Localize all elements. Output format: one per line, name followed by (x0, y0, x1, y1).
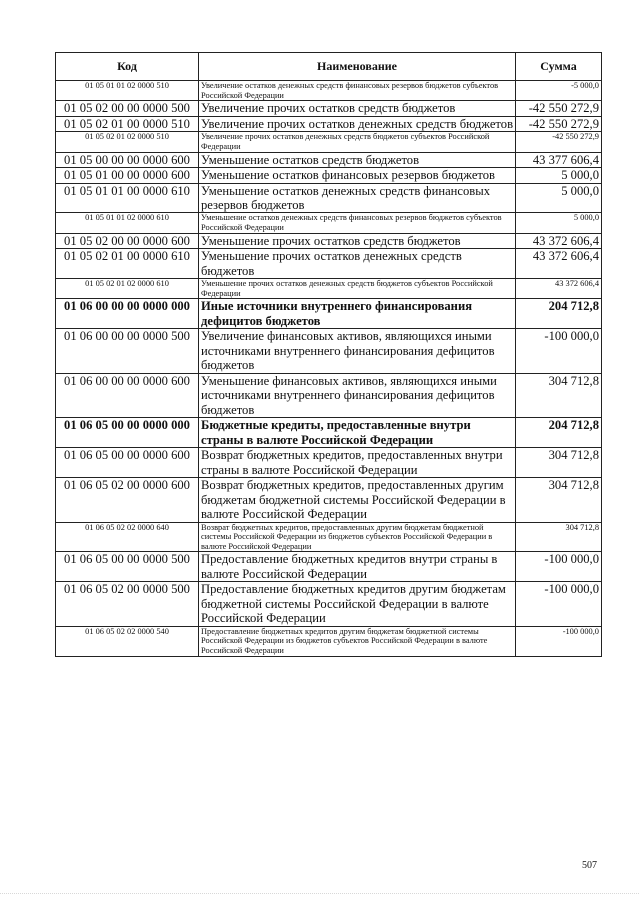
sum-cell: -5 000,0 (516, 81, 602, 101)
sum-cell: 43 372 606,4 (516, 279, 602, 299)
sum-cell: 5 000,0 (516, 168, 602, 183)
sum-cell: 43 377 606,4 (516, 152, 602, 167)
code-cell: 01 06 05 00 00 0000 500 (56, 552, 199, 582)
name-cell: Бюджетные кредиты, предоставленные внутри страны в валюте Российской Федерации (199, 418, 516, 448)
table-row (56, 183, 602, 213)
table-row (56, 329, 602, 373)
sum-cell: -100 000,0 (516, 626, 602, 656)
table-row (56, 279, 602, 299)
name-cell: Увеличение прочих остатков средств бюджетов (199, 101, 516, 116)
name-cell: Уменьшение прочих остатков денежных средств бюджетов субъектов Российской Федерации (199, 279, 516, 299)
table-row (56, 132, 602, 152)
table-row (56, 522, 602, 552)
sum-cell: 304 712,8 (516, 478, 602, 522)
code-cell: 01 05 01 00 00 0000 600 (56, 168, 199, 183)
name-cell: Предоставление бюджетных кредитов другим бюджетам бюджетной системы Российской Федерации в валюте Российской Федерации (199, 582, 516, 626)
scan-edge-divider (0, 893, 639, 894)
sum-cell: -100 000,0 (516, 329, 602, 373)
name-cell: Увеличение финансовых активов, являющихся иными источниками внутреннего финансирования дефицитов бюджетов (199, 329, 516, 373)
sum-cell: 204 712,8 (516, 299, 602, 329)
code-cell: 01 06 05 00 00 0000 600 (56, 448, 199, 478)
sum-cell: 5 000,0 (516, 183, 602, 213)
table-row (56, 233, 602, 248)
table-row (56, 373, 602, 417)
sum-cell: 304 712,8 (516, 373, 602, 417)
table-body (56, 81, 602, 657)
name-cell: Уменьшение остатков финансовых резервов бюджетов (199, 168, 516, 183)
code-cell: 01 05 02 01 00 0000 610 (56, 249, 199, 279)
sum-cell: -42 550 272,9 (516, 101, 602, 116)
page-number: 507 (582, 860, 597, 871)
name-cell: Предоставление бюджетных кредитов другим бюджетам бюджетной системы Российской Федерации из бюджетов субъектов Российской Федерации в валюте Российской Федерации (199, 626, 516, 656)
budget-sources-table (55, 52, 602, 657)
table-row (56, 101, 602, 116)
name-cell: Уменьшение прочих остатков денежных средств бюджетов (199, 249, 516, 279)
sum-cell: 5 000,0 (516, 213, 602, 233)
code-cell: 01 05 02 00 00 0000 600 (56, 233, 199, 248)
table-row (56, 582, 602, 626)
code-cell: 01 05 02 00 00 0000 500 (56, 101, 199, 116)
name-cell: Увеличение прочих остатков денежных средств бюджетов субъектов Российской Федерации (199, 132, 516, 152)
name-cell: Уменьшение остатков средств бюджетов (199, 152, 516, 167)
code-cell: 01 06 05 02 02 0000 640 (56, 522, 199, 552)
code-cell: 01 06 00 00 00 0000 600 (56, 373, 199, 417)
code-cell: 01 06 05 02 02 0000 540 (56, 626, 199, 656)
table-row (56, 418, 602, 448)
code-cell: 01 06 05 00 00 0000 000 (56, 418, 199, 448)
code-cell: 01 06 05 02 00 0000 600 (56, 478, 199, 522)
table-row (56, 168, 602, 183)
code-cell: 01 06 00 00 00 0000 500 (56, 329, 199, 373)
table-row (56, 152, 602, 167)
table-row (56, 299, 602, 329)
table-row (56, 116, 602, 131)
name-cell: Увеличение остатков денежных средств финансовых резервов бюджетов субъектов Российской Федерации (199, 81, 516, 101)
table-row (56, 478, 602, 522)
header-sum: Сумма (516, 53, 602, 81)
code-cell: 01 05 01 01 02 0000 510 (56, 81, 199, 101)
table-row (56, 448, 602, 478)
sum-cell: 304 712,8 (516, 448, 602, 478)
code-cell: 01 05 02 01 00 0000 510 (56, 116, 199, 131)
sum-cell: -100 000,0 (516, 552, 602, 582)
table-row (56, 626, 602, 656)
name-cell: Уменьшение финансовых активов, являющихся иными источниками внутреннего финансирования дефицитов бюджетов (199, 373, 516, 417)
header-name: Наименование (199, 53, 516, 81)
code-cell: 01 05 01 01 02 0000 610 (56, 213, 199, 233)
table-row (56, 249, 602, 279)
table-row (56, 552, 602, 582)
code-cell: 01 06 00 00 00 0000 000 (56, 299, 199, 329)
table-row (56, 81, 602, 101)
code-cell: 01 05 01 01 00 0000 610 (56, 183, 199, 213)
table-row (56, 213, 602, 233)
name-cell: Возврат бюджетных кредитов, предоставленных другим бюджетам бюджетной системы Российской Федерации в валюте Российской Федерации (199, 478, 516, 522)
name-cell: Возврат бюджетных кредитов, предоставленных другим бюджетам бюджетной системы Российской Федерации из бюджетов субъектов Российской Федерации в валюте Российской Федерации (199, 522, 516, 552)
header-code: Код (56, 53, 199, 81)
name-cell: Уменьшение остатков денежных средств финансовых резервов бюджетов субъектов Российской Федерации (199, 213, 516, 233)
code-cell: 01 05 02 01 02 0000 510 (56, 132, 199, 152)
sum-cell: -100 000,0 (516, 582, 602, 626)
name-cell: Уменьшение остатков денежных средств финансовых резервов бюджетов (199, 183, 516, 213)
code-cell: 01 05 00 00 00 0000 600 (56, 152, 199, 167)
sum-cell: -42 550 272,9 (516, 132, 602, 152)
name-cell: Уменьшение прочих остатков средств бюджетов (199, 233, 516, 248)
sum-cell: 43 372 606,4 (516, 233, 602, 248)
name-cell: Увеличение прочих остатков денежных средств бюджетов (199, 116, 516, 131)
code-cell: 01 05 02 01 02 0000 610 (56, 279, 199, 299)
table-header-row (56, 53, 602, 81)
sum-cell: 204 712,8 (516, 418, 602, 448)
name-cell: Возврат бюджетных кредитов, предоставленных внутри страны в валюте Российской Федерации (199, 448, 516, 478)
sum-cell: -42 550 272,9 (516, 116, 602, 131)
name-cell: Предоставление бюджетных кредитов внутри страны в валюте Российской Федерации (199, 552, 516, 582)
sum-cell: 43 372 606,4 (516, 249, 602, 279)
name-cell: Иные источники внутреннего финансирования дефицитов бюджетов (199, 299, 516, 329)
code-cell: 01 06 05 02 00 0000 500 (56, 582, 199, 626)
sum-cell: 304 712,8 (516, 522, 602, 552)
